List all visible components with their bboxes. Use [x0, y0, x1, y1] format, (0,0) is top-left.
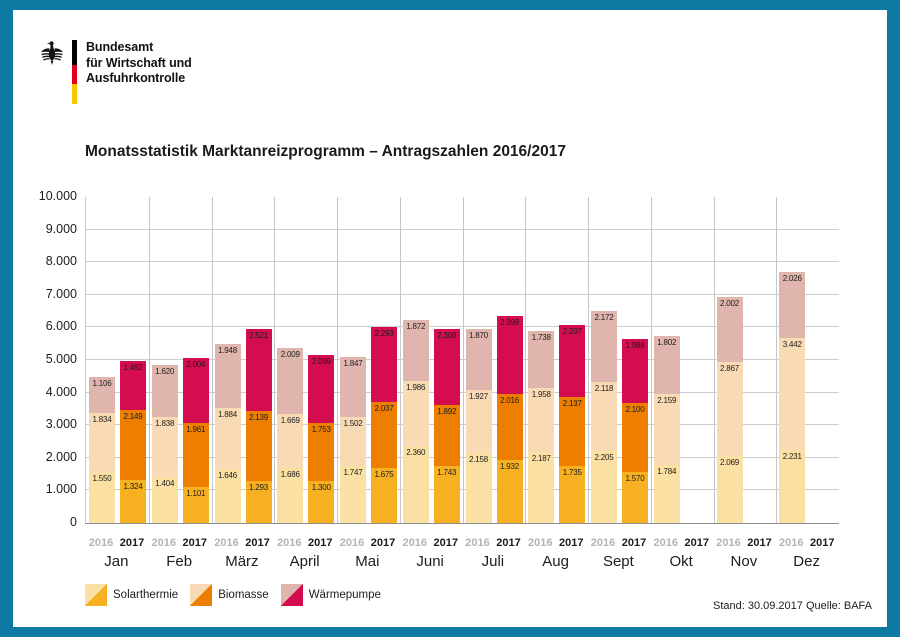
- y-axis-label: 5.000: [45, 352, 77, 366]
- y-axis-label: 2.000: [45, 449, 77, 464]
- chart-title: Monatsstatistik Marktanreizprogramm – Antragszahlen 2016/2017: [85, 143, 566, 160]
- bar-segment: [120, 361, 146, 409]
- bar-segment: [654, 394, 680, 464]
- year-tick-label: 2017: [810, 537, 835, 549]
- segment-value: 2.158: [468, 454, 489, 464]
- month-label: März: [225, 553, 259, 570]
- segment-value: 1.872: [406, 322, 426, 332]
- month-label: Sept: [602, 553, 634, 570]
- segment-value: 1.784: [657, 466, 677, 476]
- year-tick-label: 2017: [370, 537, 396, 549]
- bar-segment: [277, 468, 303, 523]
- legend-item: [190, 584, 269, 606]
- segment-value: 1.892: [437, 406, 457, 416]
- y-axis-label: 7.000: [45, 286, 77, 301]
- segment-value: 2.118: [594, 384, 614, 394]
- source-note: Stand: 30.09.2017 Quelle: BAFA: [712, 600, 872, 612]
- segment-value: 2.172: [594, 313, 614, 323]
- bar-segment: [434, 405, 460, 467]
- agency-name: [86, 40, 192, 87]
- segment-value: 1.986: [406, 383, 426, 393]
- bar-segment: [371, 402, 397, 468]
- month-group: [212, 197, 276, 523]
- segment-value: 2.037: [374, 404, 394, 414]
- year-tick-label: 2017: [621, 537, 647, 549]
- bar-segment: [622, 472, 648, 523]
- segment-value: 1.300: [311, 482, 331, 492]
- year-tick-label: 2016: [88, 537, 114, 549]
- bafa-logo: [40, 38, 192, 104]
- year-tick-label: 2016: [277, 537, 302, 549]
- bar-segment: [246, 411, 272, 481]
- segment-value: 1.106: [92, 378, 112, 388]
- year-tick-label: 2017: [747, 537, 772, 549]
- agency-line-2: für Wirtschaft und: [86, 55, 192, 70]
- segment-value: 1.738: [531, 333, 551, 343]
- bar-segment: [528, 388, 554, 452]
- segment-value: 3.442: [782, 340, 802, 350]
- month-label: Juli: [481, 553, 505, 570]
- bar-segment: [622, 339, 648, 404]
- month-group: [86, 197, 150, 523]
- bar-segment: [371, 468, 397, 523]
- bar-segment: [622, 403, 648, 471]
- segment-value: 1.675: [374, 470, 394, 480]
- bar-segment: [403, 446, 429, 523]
- flag-gold: [72, 84, 77, 104]
- month-group: [714, 197, 778, 523]
- bar-segment: [89, 472, 115, 523]
- bar-segment: [340, 357, 366, 417]
- bar-segment: [779, 272, 805, 338]
- segment-value: 2.159: [657, 396, 677, 406]
- year-tick-label: 2016: [339, 537, 365, 549]
- segment-value: 1.753: [311, 425, 331, 435]
- flag-black: [72, 40, 77, 65]
- segment-value: 1.324: [123, 481, 143, 491]
- year-tick-label: 2016: [402, 537, 427, 549]
- year-tick-label: 2017: [308, 537, 333, 549]
- segment-value: 1.404: [155, 479, 175, 489]
- bar-segment: [654, 465, 680, 523]
- segment-value: 1.482: [123, 363, 143, 373]
- legend: [85, 584, 381, 606]
- segment-value: 2.099: [311, 357, 331, 367]
- segment-value: 2.016: [499, 396, 520, 406]
- segment-value: 2.004: [186, 359, 206, 369]
- bar-segment: [120, 480, 146, 523]
- bar-segment: [559, 466, 585, 523]
- bar-segment: [340, 466, 366, 523]
- month-group: [776, 197, 839, 523]
- bar-segment: [559, 325, 585, 397]
- year-tick-label: 2016: [590, 537, 616, 549]
- month-group: [274, 197, 338, 523]
- bar-segment: [591, 382, 617, 451]
- segment-value: 2.360: [406, 448, 426, 458]
- segment-value: 1.802: [657, 337, 677, 347]
- legend-swatch: [190, 584, 212, 606]
- segment-value: 2.137: [562, 398, 582, 408]
- y-axis-label: 4.000: [45, 384, 77, 399]
- segment-value: 1.927: [468, 391, 489, 401]
- bar-segment: [528, 331, 554, 388]
- month-label: Dez: [793, 553, 820, 570]
- segment-value: 1.847: [343, 358, 363, 368]
- month-label: Aug: [542, 553, 569, 570]
- segment-value: 1.735: [562, 468, 582, 478]
- segment-value: 2.002: [719, 298, 740, 308]
- bar-segment: [277, 348, 303, 413]
- bar-segment: [246, 329, 272, 411]
- bar-segment: [466, 329, 492, 390]
- segment-value: 1.838: [155, 419, 175, 429]
- bar-segment: [559, 397, 585, 467]
- segment-value: 1.293: [248, 482, 269, 492]
- year-tick-label: 2016: [528, 537, 553, 549]
- bar-segment: [215, 469, 241, 523]
- segment-value: 2.207: [562, 326, 582, 336]
- bar-segment: [183, 423, 209, 487]
- segment-value: 1.743: [437, 468, 457, 478]
- legend-label: Biomasse: [218, 589, 269, 601]
- year-tick-label: 2017: [119, 537, 145, 549]
- year-tick-label: 2016: [214, 537, 239, 549]
- bar-segment: [89, 377, 115, 413]
- segment-value: 2.139: [248, 413, 269, 423]
- bar-segment: [246, 481, 272, 523]
- segment-value: 1.686: [280, 470, 300, 480]
- segment-value: 2.026: [782, 274, 802, 284]
- segment-value: 1.502: [343, 419, 363, 429]
- bar-segment: [308, 355, 334, 423]
- bar-segment: [308, 423, 334, 480]
- year-tick-label: 2017: [559, 537, 584, 549]
- bar-segment: [591, 451, 617, 523]
- bar-segment: [717, 456, 743, 523]
- segment-value: 1.101: [186, 489, 206, 499]
- segment-value: 1.958: [531, 389, 551, 399]
- bar-segment: [215, 344, 241, 408]
- bar-segment: [717, 362, 743, 455]
- segment-value: 2.009: [280, 350, 300, 360]
- bar-segment: [308, 481, 334, 523]
- year-tick-label: 2016: [465, 537, 490, 549]
- year-tick-label: 2017: [245, 537, 270, 549]
- bar-segment: [779, 450, 805, 523]
- segment-value: 1.948: [217, 346, 238, 356]
- agency-line-1: Bundesamt: [86, 40, 154, 54]
- bar-segment: [152, 477, 178, 523]
- bar-segment: [717, 297, 743, 362]
- segment-value: 1.620: [155, 366, 175, 376]
- month-label: Jan: [104, 553, 129, 570]
- bar-segment: [528, 452, 554, 523]
- x-axis: [85, 524, 838, 588]
- legend-swatch: [85, 584, 107, 606]
- bar-segment: [497, 460, 523, 523]
- y-axis-label: 0: [70, 515, 77, 529]
- y-axis-label: 3.000: [45, 417, 77, 432]
- segment-value: 1.646: [217, 471, 238, 481]
- legend-swatch: [281, 584, 303, 606]
- plot-area: [85, 197, 839, 524]
- segment-value: 1.870: [468, 330, 489, 340]
- y-axis-label: 6.000: [45, 319, 77, 334]
- y-axis-label: 10.000: [38, 189, 77, 203]
- year-tick-label: 2017: [684, 537, 709, 549]
- y-axis-label: 9.000: [45, 221, 77, 236]
- chart: [85, 197, 838, 588]
- legend-label: Solarthermie: [113, 589, 179, 601]
- segment-value: 2.069: [719, 457, 740, 467]
- year-tick-label: 2016: [779, 537, 804, 549]
- legend-item: [281, 584, 381, 606]
- segment-value: 1.550: [92, 474, 112, 484]
- bar-segment: [466, 453, 492, 523]
- year-tick-label: 2017: [433, 537, 458, 549]
- year-tick-label: 2016: [151, 537, 176, 549]
- segment-value: 2.398: [499, 318, 520, 328]
- bar-segment: [277, 414, 303, 468]
- agency-line-3: Ausfuhrkontrolle: [86, 71, 186, 85]
- segment-value: 2.308: [437, 331, 457, 341]
- month-label: Mai: [355, 553, 380, 570]
- bar-segment: [654, 336, 680, 395]
- page: [13, 10, 887, 627]
- month-group: [463, 197, 527, 523]
- legend-label: Wärmepumpe: [308, 589, 381, 601]
- month-group: [149, 197, 213, 523]
- month-label: Feb: [166, 553, 193, 570]
- segment-value: 1.961: [186, 425, 206, 435]
- month-group: [337, 197, 401, 523]
- segment-value: 1.834: [92, 414, 112, 424]
- bar-segment: [152, 417, 178, 477]
- bar-segment: [779, 338, 805, 450]
- segment-value: 1.932: [499, 462, 520, 472]
- segment-value: 2.149: [123, 411, 143, 421]
- month-group: [588, 197, 652, 523]
- segment-value: 1.884: [217, 409, 238, 419]
- year-tick-label: 2017: [182, 537, 207, 549]
- month-group: [525, 197, 589, 523]
- year-tick-label: 2017: [496, 537, 521, 549]
- year-tick-label: 2016: [716, 537, 741, 549]
- bar-segment: [89, 413, 115, 473]
- segment-value: 2.867: [719, 364, 740, 374]
- month-group: [651, 197, 715, 523]
- german-flag-bar: [72, 40, 77, 104]
- month-label: April: [289, 553, 320, 570]
- segment-value: 2.205: [594, 453, 614, 463]
- segment-value: 1.669: [280, 415, 300, 425]
- flag-red: [72, 65, 77, 84]
- segment-value: 2.100: [625, 405, 645, 415]
- month-label: Okt: [669, 553, 693, 570]
- bar-segment: [434, 329, 460, 404]
- month-group: [400, 197, 464, 523]
- bar-segment: [183, 358, 209, 423]
- segment-value: 1.988: [625, 340, 645, 350]
- segment-value: 2.231: [782, 452, 802, 462]
- y-axis-label: 8.000: [45, 254, 77, 269]
- month-label: Juni: [416, 553, 444, 570]
- month-label: Nov: [730, 553, 758, 570]
- segment-value: 2.521: [248, 330, 269, 340]
- bar-segment: [403, 320, 429, 381]
- bar-segment: [591, 311, 617, 382]
- legend-item: [85, 584, 178, 606]
- federal-eagle-icon: [40, 39, 64, 66]
- bar-segment: [403, 381, 429, 446]
- segment-value: 2.187: [531, 453, 551, 463]
- bar-segment: [215, 408, 241, 469]
- y-axis-label: 1.000: [45, 482, 77, 497]
- segment-value: 1.747: [343, 468, 363, 478]
- bar-segment: [152, 365, 178, 418]
- bar-segment: [183, 487, 209, 523]
- segment-value: 2.293: [374, 329, 394, 339]
- segment-value: 1.570: [625, 473, 645, 483]
- year-tick-label: 2016: [653, 537, 678, 549]
- bar-segment: [340, 417, 366, 466]
- y-axis: [13, 189, 77, 537]
- bar-segment: [434, 466, 460, 523]
- bar-segment: [497, 394, 523, 460]
- bar-segment: [497, 316, 523, 394]
- bar-segment: [466, 390, 492, 453]
- bar-segment: [371, 327, 397, 402]
- bar-segment: [120, 410, 146, 480]
